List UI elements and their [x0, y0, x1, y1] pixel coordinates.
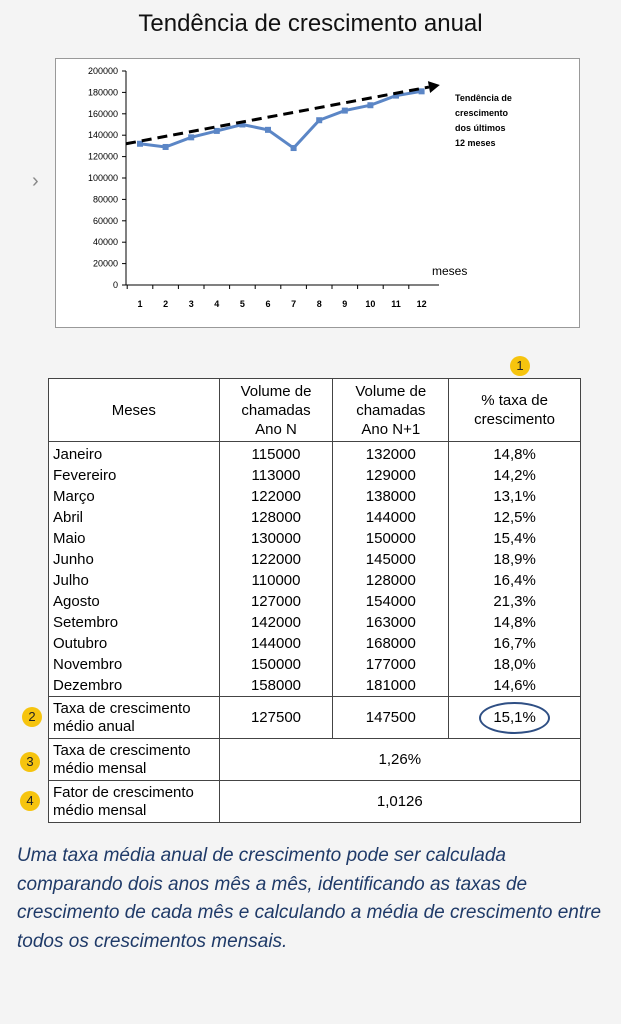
trend-annotation-line: dos últimos	[455, 123, 506, 133]
table-row	[49, 591, 581, 612]
volume-n1-cell: 168000	[333, 633, 449, 654]
trend-annotation-line: Tendência de	[455, 93, 512, 103]
y-tick-label: 120000	[87, 151, 118, 162]
trend-arrow-head	[428, 81, 440, 93]
growth-rate-cell: 18,9%	[449, 549, 581, 570]
volume-n-cell: 150000	[219, 654, 333, 675]
monthly-factor-label: Fator de crescimento médio mensal	[49, 781, 220, 823]
growth-rate-cell: 16,4%	[449, 570, 581, 591]
y-tick-label: 80000	[92, 194, 118, 205]
header-growth-rate: % taxa de crescimento	[449, 379, 581, 442]
volume-n-cell: 128000	[219, 507, 333, 528]
month-cell: Março	[49, 486, 220, 507]
volume-n1-cell: 144000	[333, 507, 449, 528]
trend-annotation-line: 12 meses	[455, 138, 496, 148]
page-title: Tendência de crescimento anual	[138, 10, 483, 37]
table-row	[49, 675, 581, 697]
month-cell: Maio	[49, 528, 220, 549]
volume-n1-cell: 177000	[333, 654, 449, 675]
x-tick-label: 1	[137, 299, 143, 309]
table-row	[49, 633, 581, 654]
growth-rate-cell: 21,3%	[449, 591, 581, 612]
growth-rate-cell: 15,4%	[449, 528, 581, 549]
table-body	[49, 442, 581, 697]
y-tick-label: 40000	[92, 237, 118, 248]
series-line	[140, 91, 422, 148]
table-row	[49, 507, 581, 528]
annual-rate-row	[49, 697, 581, 739]
month-cell: Agosto	[49, 591, 220, 612]
x-tick-label: 12	[416, 299, 427, 309]
table-row	[49, 465, 581, 486]
month-cell: Novembro	[49, 654, 220, 675]
volume-n1-cell: 154000	[333, 591, 449, 612]
month-cell: Janeiro	[49, 442, 220, 466]
y-tick-label: 160000	[87, 108, 118, 119]
volume-n-cell: 144000	[219, 633, 333, 654]
month-cell: Dezembro	[49, 675, 220, 697]
volume-n1-cell: 138000	[333, 486, 449, 507]
data-point	[163, 144, 169, 150]
growth-rate-cell: 14,2%	[449, 465, 581, 486]
data-point	[214, 128, 220, 134]
badge-3: 3	[20, 752, 40, 772]
volume-n-cell: 115000	[219, 442, 333, 466]
month-cell: Abril	[49, 507, 220, 528]
chart-svg	[56, 59, 581, 329]
y-tick-label: 60000	[92, 215, 118, 226]
y-tick-label: 100000	[87, 173, 118, 183]
data-point	[342, 108, 348, 114]
table-row	[49, 612, 581, 633]
volume-n1-cell: 150000	[333, 528, 449, 549]
x-axis-label: meses	[432, 264, 468, 278]
table-row	[49, 654, 581, 675]
table-row	[49, 549, 581, 570]
x-tick-label: 7	[291, 299, 297, 309]
data-point	[188, 134, 194, 140]
month-cell: Junho	[49, 549, 220, 570]
volume-n-cell: 122000	[219, 486, 333, 507]
y-tick-label: 20000	[92, 258, 118, 269]
x-tick-label: 10	[365, 299, 376, 309]
x-tick-label: 4	[214, 299, 220, 309]
volume-n1-cell: 128000	[333, 570, 449, 591]
table-row	[49, 528, 581, 549]
growth-rate-cell: 14,8%	[449, 442, 581, 466]
header-volume-n1: Volume de chamadas Ano N+1	[333, 379, 449, 442]
table-row	[49, 570, 581, 591]
growth-rate-cell: 13,1%	[449, 486, 581, 507]
data-point	[419, 88, 425, 94]
volume-n-cell: 110000	[219, 570, 333, 591]
growth-table	[48, 378, 581, 823]
volume-n1-cell: 129000	[333, 465, 449, 486]
annual-rate-label: Taxa de crescimento médio anual	[49, 697, 220, 739]
volume-n1-cell: 163000	[333, 612, 449, 633]
volume-n1-cell: 132000	[333, 442, 449, 466]
table-row	[49, 486, 581, 507]
monthly-rate-value: 1,26%	[219, 739, 580, 781]
y-tick-label: 200000	[87, 66, 118, 76]
badge-4: 4	[20, 791, 40, 811]
monthly-rate-row	[49, 739, 581, 781]
circled-annual-rate: 15,1%	[479, 702, 550, 734]
volume-n-cell: 158000	[219, 675, 333, 697]
x-tick-label: 6	[265, 299, 271, 309]
badge-1: 1	[510, 356, 530, 376]
line-chart	[55, 58, 580, 328]
data-point	[367, 102, 373, 108]
growth-rate-cell: 18,0%	[449, 654, 581, 675]
month-cell: Julho	[49, 570, 220, 591]
trend-annotation-line: crescimento	[455, 108, 509, 118]
growth-rate-cell: 12,5%	[449, 507, 581, 528]
badge-2: 2	[22, 707, 42, 727]
table-header-row	[49, 379, 581, 442]
x-tick-label: 2	[163, 299, 169, 309]
caption-text: Uma taxa média anual de crescimento pode ser calculada comparando dois anos mês a mês, identificando as taxas de crescimento de cada mês e calculando a média de crescimento entre todos os crescimentos mensais.	[17, 845, 602, 952]
volume-n-cell: 127000	[219, 591, 333, 612]
monthly-factor-value: 1,0126	[219, 781, 580, 823]
y-tick-label: 180000	[87, 87, 118, 98]
x-tick-label: 5	[239, 299, 245, 309]
x-tick-label: 8	[316, 299, 322, 309]
growth-rate-cell: 16,7%	[449, 633, 581, 654]
monthly-factor-row	[49, 781, 581, 823]
y-tick-label: 140000	[87, 130, 118, 141]
growth-rate-cell: 14,6%	[449, 675, 581, 697]
volume-n-cell: 113000	[219, 465, 333, 486]
x-tick-label: 3	[188, 299, 194, 309]
month-cell: Setembro	[49, 612, 220, 633]
chevron-right-icon[interactable]: ›	[32, 170, 39, 192]
annual-avg-rate	[449, 697, 581, 739]
table-row	[49, 442, 581, 466]
x-tick-label: 9	[342, 299, 348, 309]
monthly-rate-label: Taxa de crescimento médio mensal	[49, 739, 220, 781]
growth-rate-cell: 14,8%	[449, 612, 581, 633]
annual-avg-n1: 147500	[333, 697, 449, 739]
data-point	[316, 117, 322, 123]
volume-n-cell: 130000	[219, 528, 333, 549]
data-point	[265, 127, 271, 133]
volume-n1-cell: 145000	[333, 549, 449, 570]
x-tick-label: 11	[391, 299, 401, 309]
annual-avg-n: 127500	[219, 697, 333, 739]
volume-n-cell: 142000	[219, 612, 333, 633]
header-months: Meses	[49, 379, 220, 442]
volume-n1-cell: 181000	[333, 675, 449, 697]
y-tick-label: 0	[112, 280, 118, 290]
header-volume-n: Volume de chamadas Ano N	[219, 379, 333, 442]
volume-n-cell: 122000	[219, 549, 333, 570]
month-cell: Fevereiro	[49, 465, 220, 486]
month-cell: Outubro	[49, 633, 220, 654]
data-point	[291, 145, 297, 151]
